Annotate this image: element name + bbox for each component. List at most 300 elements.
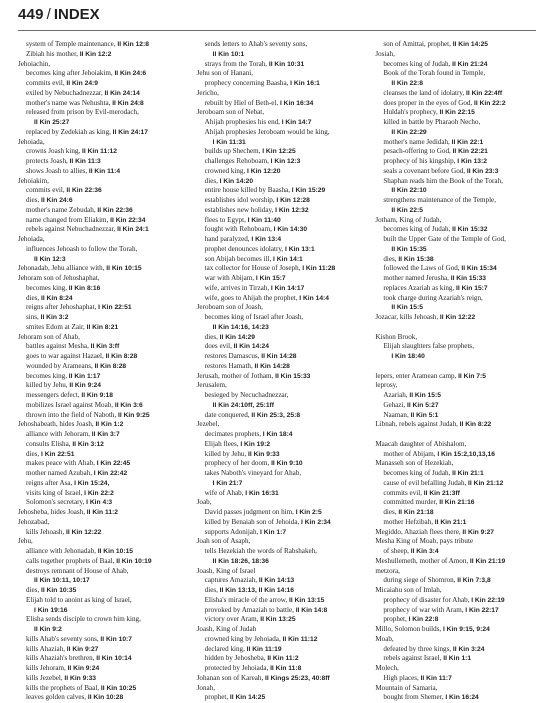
index-subentry-line [197,206,362,216]
index-heading-line [18,274,183,284]
entry-reference: II Kin 22:8 [391,80,423,87]
entry-text: becomes king of Judah, [383,59,453,68]
entry-reference: II Kin 22:1 [451,138,484,146]
index-subentry-line [197,508,362,518]
entry-reference: II Kin 8:24 [40,294,73,302]
entry-reference: II Kin 22:34 [110,216,146,224]
index-subentry-line [18,303,183,313]
index-subentry-line [18,79,183,89]
index-subentry-line [18,586,183,596]
index-subentry-line [197,528,362,538]
index-subentry-line [18,186,183,196]
entry-text: becomes king of Israel after Joash, [204,313,304,321]
index-subentry-line [18,245,183,255]
entry-reference: II Kin 10:7 [100,635,132,643]
entry-reference: II Kin 15:32 [452,226,488,234]
entry-text: victory over Aram, [204,615,261,624]
entry-reference: II Kin 9:10 [271,460,303,468]
entry-text: Jehu son of Hanani, [196,69,254,78]
index-subentry-line [18,89,183,99]
index-heading-line [197,89,362,99]
entry-text: mother named Azubah, [26,469,94,477]
index-column-2 [196,40,362,702]
index-heading-line [197,420,362,430]
entry-reference: I Kin 22:45 [96,460,131,468]
entry-reference: I Kin 14:20 [219,177,254,185]
index-heading-line [197,381,362,391]
entry-reference: I Kin 19:16 [34,606,68,614]
index-heading-line [375,684,540,694]
index-heading-line [18,177,183,187]
index-subentry-line [18,557,183,567]
entry-reference: II Kin 24:14 [104,89,140,97]
index-subentry-line [375,654,540,664]
index-subentry-line [18,99,183,109]
index-subentry-line [375,489,540,499]
index-subentry-line [18,684,183,694]
entry-reference: I Kin 22:51 [40,450,75,458]
entry-text: bought from Shemer, [383,693,446,702]
entry-text: makes peace with Ahab, [26,459,97,468]
index-subentry-line [18,664,183,674]
entry-text: captures Amaziah, [204,576,259,585]
entry-reference: II Kin 22:5 [391,206,423,214]
index-subentry-line [18,255,183,265]
entry-reference: I Kin 14:30 [273,226,308,234]
entry-text: Naaman, [383,410,411,419]
entry-text: leprosy, [375,381,398,390]
entry-text: becomes king after Jehoiakim, [26,69,115,78]
entry-reference: II Kin 13:25 [260,616,296,624]
index-subentry-line [197,440,362,450]
entry-reference: I Kin 22:17 [465,606,499,614]
entry-text: does evil, [204,342,234,351]
entry-text: mother of Abijam, [383,449,438,458]
entry-text: smites Edom at Zair, [26,322,87,331]
entry-reference: II Kin 21:16 [439,499,475,507]
index-subentry-line [197,654,362,664]
entry-text: Jehozabad, [18,517,50,526]
entry-text: Ahijah prophesies his end, [204,118,282,126]
index-subentry-line [197,489,362,499]
entry-text: Jehoiada, [18,235,45,243]
entry-reference: I Kin 12:32 [275,206,309,214]
entry-text: mother's name Jedidah, [383,137,452,146]
index-heading-line [197,674,362,684]
entry-text: Jeroboam son of Nebat, [196,108,265,117]
entry-text: Ahijah prophesies Jeroboam would be king, [204,127,330,136]
entry-text: prophecy of war with Aram, [383,605,466,614]
entry-text: kills Jehoram, [26,664,68,672]
entry-reference: II Kin 18:26, 18:36 [212,557,269,565]
index-subentry-line [197,547,362,557]
entry-reference: II Kin 15:5 [391,304,423,312]
entry-text: Jehoram son of Ahab, [18,332,80,341]
entry-text: date conquered, [204,410,252,419]
entry-reference: II Kin 1:17 [68,372,101,380]
index-subentry-line [197,586,362,596]
entry-text: sins, [26,313,41,321]
index-subentry-line [197,576,362,586]
index-column-3 [375,40,540,702]
entry-reference: II Kin 10:19 [116,557,152,565]
entry-reference: II Kin 1:1 [443,655,472,663]
index-subentry-line [18,401,183,411]
index-subentry-line [197,479,362,489]
entry-text: Jezebel, [196,420,220,429]
entry-reference: II Kin 14:8 [295,606,328,614]
entry-reference: I Kin 13:1 [284,245,315,253]
entry-text: during siege of Shomron, [383,576,458,585]
index-heading-line [375,372,540,382]
entry-text: reigns after Jehoshaphat, [26,303,99,312]
index-heading-line [18,420,183,430]
entry-text: Elijah flees, [204,439,241,448]
entry-text: lepers, enter Aramean camp, [375,371,459,380]
entry-reference: II Kin 3:4 [410,548,439,555]
entry-reference: II Kin 21:3ff [423,489,460,497]
index-subentry-line [375,157,540,167]
index-subentry-line [197,196,362,206]
entry-text: Joash, King of Israel [196,566,256,575]
entry-text: alliance with Jehonadab, [26,547,98,555]
entry-reference: II Kin 14:29 [219,333,255,341]
entry-text: calls together prophets of Baal, [26,556,117,565]
index-subentry-line [375,352,540,362]
entry-reference: I Kin 11:28 [302,265,336,273]
entry-reference: II Kin 21:24 [452,60,488,68]
index-subentry-line [18,372,183,382]
entry-reference: I Kin 15:2,10,13,16 [437,450,495,458]
entry-text: mother's name Zebudah, [26,205,98,214]
entry-text: reigns after Asa, [26,478,75,487]
entry-text: commits evil, [26,79,67,87]
index-column-1 [18,40,183,702]
entry-text: Gehazi, [383,400,407,409]
entry-text: built the Upper Gate of the Temple of God, [383,235,506,243]
entry-text: Kishon Brook, [375,332,418,341]
entry-reference: II Kin 24:6 [114,70,147,78]
index-heading-line [375,381,540,391]
entry-text: Joash, King of Judah [196,625,257,633]
index-heading-line [18,537,183,547]
entry-text: Elijah slaughters false prophets, [383,342,474,351]
index-heading-line [18,60,183,70]
entry-reference: II Kin 14:28 [254,362,290,370]
entry-reference: II Kin 9:27 [462,528,495,536]
index-heading-line [197,69,362,79]
index-subentry-line [197,615,362,625]
entry-reference: II Kin 15:34 [461,265,497,273]
index-heading-line [18,235,183,245]
entry-text: kills Ahaziah's brethren, [26,654,97,663]
index-subentry-line [375,596,540,606]
index-subentry-line [375,401,540,411]
entry-text: Jozacar, kills Jehoash, [375,313,440,321]
index-subentry-line [197,177,362,187]
entry-reference: II Kin 3:12 [72,440,104,448]
index-subentry-line [197,352,362,362]
entry-text: Jerusah, mother of Jotham, [196,371,276,380]
index-subentry-line [375,60,540,70]
index-subentry-line [18,674,183,684]
entry-reference: II Kin 9:18 [81,392,113,399]
entry-reference: II Kin 9:33 [248,450,280,458]
entry-reference: I Kin 9:15, 9:24 [442,626,490,633]
entry-text: prophet denounces idolatry, [204,244,285,253]
index-subentry-line [18,440,183,450]
entry-text: Mountain of Samaria, [375,683,438,692]
entry-text: Jehoiachin, [18,59,51,68]
index-subentry-line [18,576,183,586]
entry-reference: II Kin 12:8 [117,41,149,48]
index-subentry-line [18,284,183,294]
entry-reference: II Kin 10:28 [87,694,124,702]
entry-text: builds up Shechem, [204,147,263,156]
entry-reference: II Kin 11:3 [69,158,101,165]
entry-text: crowned king, [204,166,248,175]
index-subentry-line [375,264,540,274]
index-subentry-line [375,206,540,216]
index-subentry-line [18,459,183,469]
entry-text: prophecy of her doom, [204,459,272,468]
entry-text: Jehu, [18,537,33,546]
index-subentry-line [18,498,183,508]
entry-text: killed by Benaiah son of Jehoida, [204,517,302,526]
entry-reference: II Kin 10:25 [100,684,137,692]
entry-reference: II Kin 10:35 [40,587,77,594]
entry-text: leaves golden calves, [26,693,88,702]
entry-reference: II Kin 15:5 [409,392,441,399]
blank-line [375,430,540,440]
entry-text: strays from the Torah, [204,59,269,68]
entry-reference: II Kin 21:18 [398,509,434,516]
index-subentry-line [197,294,362,304]
index-subentry-line [197,693,362,703]
entry-text: kills Ahab's seventy sons, [26,634,101,643]
index-subentry-line [18,615,183,625]
index-subentry-line [197,596,362,606]
entry-reference: II Kin 5:1 [410,411,439,419]
entry-text: strengthens maintenance of the Temple, [383,196,496,204]
index-subentry-line [197,157,362,167]
index-subentry-line [197,225,362,235]
entry-text: Elisha's miracle of the arrow, [204,595,290,604]
entry-reference: II Kin 22:10 [391,187,427,195]
entry-reference: II Kin 11:12 [282,635,318,643]
page-number: 449 [18,6,44,23]
index-subentry-line [18,450,183,460]
index-subentry-line [18,635,183,645]
entry-text: replaces Azariah as king, [383,283,457,292]
entry-text: Jehoshabeath, hides Joash, [18,420,96,429]
index-subentry-line [18,157,183,167]
entry-reference: II Kin 3:6 [114,401,143,409]
index-subentry-line [375,128,540,138]
entry-text: battles against Mesha, [26,342,91,351]
entry-reference: II Kin 1:2 [95,421,124,429]
entry-reference: II Kin 11:8 [270,665,302,672]
entry-reference: II Kin 24:6 [40,197,73,204]
entry-reference: I Kin 4:3 [86,499,113,507]
entry-reference: II Kin 15:35 [391,245,427,253]
entry-text: son of Amittai, prophet, [383,40,453,48]
index-subentry-line [18,645,183,655]
entry-reference: II Kin 22:21 [452,148,488,156]
index-subentry-line [18,128,183,138]
entry-text: supports Adonijah, [204,527,261,536]
entry-reference: I Kin 22:19 [471,596,505,604]
entry-reference: II Kin 10:1 [212,50,245,58]
index-subentry-line [197,557,362,567]
index-subentry-line [197,138,362,148]
index-subentry-line [197,518,362,528]
index-heading-line [375,313,540,323]
index-subentry-line [197,264,362,274]
entry-reference: II Kin 10:11, 10:17 [34,577,90,585]
entry-text: destroys remnant of House of Ahab, [26,566,129,575]
entry-text: name changed from Eliakim, [26,215,111,224]
entry-text: becomes king, [26,283,69,292]
index-subentry-line [375,138,540,148]
entry-text: High places, [383,673,421,682]
entry-text: Jerusalem, [196,381,227,390]
entry-reference: II Kin 13:15 [289,596,325,604]
entry-text: decimates prophets, [204,430,263,438]
index-subentry-line [197,430,362,440]
entry-reference: II Kin 12:22 [66,528,102,536]
entry-text: Jonah, [196,683,215,692]
entry-text: prophet, [383,615,409,624]
entry-reference: II Kin 22:29 [391,128,427,136]
index-subentry-line [197,255,362,265]
entry-reference: II Kin 24:1 [117,226,149,234]
entry-text: rebels against Israel, [383,654,444,663]
index-subentry-line [197,60,362,70]
index-subentry-line [197,99,362,109]
index-subentry-line [197,411,362,421]
entry-reference: II Kin 21:19 [469,557,506,565]
entry-text: followed the Laws of God, [383,264,462,273]
entry-text: Jehosheba, hides Joash, [18,508,87,516]
entry-text: restores Damascus, [204,352,262,360]
page-header [18,6,100,28]
entry-reference: II Kin 3:2 [40,314,69,321]
entry-text: mobilizes Israel against Moab, [26,400,115,409]
index-subentry-line [375,255,540,265]
index-subentry-line [375,498,540,508]
entry-reference: II Kin 11:12 [81,148,117,156]
index-subentry-line [375,547,540,557]
index-subentry-line [197,245,362,255]
entry-text: of sheep, [383,547,411,555]
entry-text: prophecy concerning Baasha, [204,79,291,87]
index-subentry-line [197,147,362,157]
index-subentry-line [375,294,540,304]
entry-reference: II Kin 23:3 [466,167,499,175]
entry-text: provoked by Amaziah to battle, [204,605,296,614]
index-subentry-line [197,469,362,479]
index-heading-line [197,372,362,382]
index-subentry-line [375,411,540,421]
entry-text: hand paralyzed, [204,235,252,243]
index-subentry-line [18,342,183,352]
entry-reference: II Kin 22:4ff [466,89,503,97]
entry-text: kills Ahaziah, [26,644,67,653]
entry-reference: I Kin 11:31 [212,138,246,146]
entry-reference: I Kin 14:4 [299,294,329,302]
entry-reference: II Kin 14:25 [229,694,266,702]
entry-text: crowns Joash king, [26,147,82,156]
index-heading-line [18,138,183,148]
index-subentry-line [197,79,362,89]
entry-text: dies, [383,254,399,263]
entry-reference: II Kin 11:2 [86,509,118,516]
entry-text: dies, [26,293,41,302]
entry-text: Megiddo, Ahaziah flees there, [375,527,463,536]
index-subentry-line [197,342,362,352]
entry-reference: II Kin 13:13, II Kin 14:16 [219,587,294,594]
index-subentry-line [375,508,540,518]
entry-reference: II Kin 15:33 [275,372,311,380]
entry-reference: II Kin 9:24 [67,665,100,672]
index-heading-line [375,537,540,547]
entry-reference: II Kin 9:27 [66,645,99,653]
entry-text: declared king, [204,644,247,653]
index-heading-line [197,625,362,635]
index-subentry-line [197,362,362,372]
entry-text: Jehonadab, Jehu alliance with, [18,264,107,273]
entry-text: does proper in the eyes of God, [383,98,474,107]
entry-reference: II Kin 7:5 [458,372,486,380]
entry-text: crowned king by Jehoiada, [204,634,283,643]
entry-reference: I Kin 21:7 [212,479,243,487]
index-subentry-line [375,69,540,79]
index-subentry-line [18,381,183,391]
entry-text: mother Hefzibah, [383,517,435,526]
entry-reference: I Kin 16:1 [290,80,320,87]
index-subentry-line [197,40,362,50]
entry-reference: II Kin 9:25 [118,411,150,419]
section-title: INDEX [53,6,100,23]
index-heading-line [375,635,540,645]
entry-text: takes Naboth's vineyard for Ahab, [204,469,302,477]
entry-reference: II Kin 12:2 [79,50,112,58]
entry-text: kills Jezebel, [26,673,65,682]
index-subentry-line [197,450,362,460]
entry-reference: II Kin 9:24 [69,382,101,390]
index-subentry-line [18,352,183,362]
entry-text: rebuilt by Hiel of Beth-el, [204,98,280,107]
entry-reference: I Kin 15:7 [255,275,286,282]
index-subentry-line [375,693,540,703]
index-subentry-line [18,167,183,177]
index-heading-line [18,264,183,274]
entry-text: Jericho, [196,88,219,97]
entry-reference: I Kin 12:28 [276,197,310,204]
index-subentry-line [375,225,540,235]
index-subentry-line [18,196,183,206]
index-subentry-line [375,89,540,99]
index-heading-line [197,108,362,118]
entry-text: exiled by Nebuchadnezzar, [26,88,105,97]
entry-text: thrown into the field of Naboth, [26,410,119,419]
index-subentry-line [197,186,362,196]
entry-reference: II Kin 8:28 [105,353,138,360]
index-subentry-line [18,216,183,226]
index-subentry-line [197,235,362,245]
index-heading-line [375,333,540,343]
